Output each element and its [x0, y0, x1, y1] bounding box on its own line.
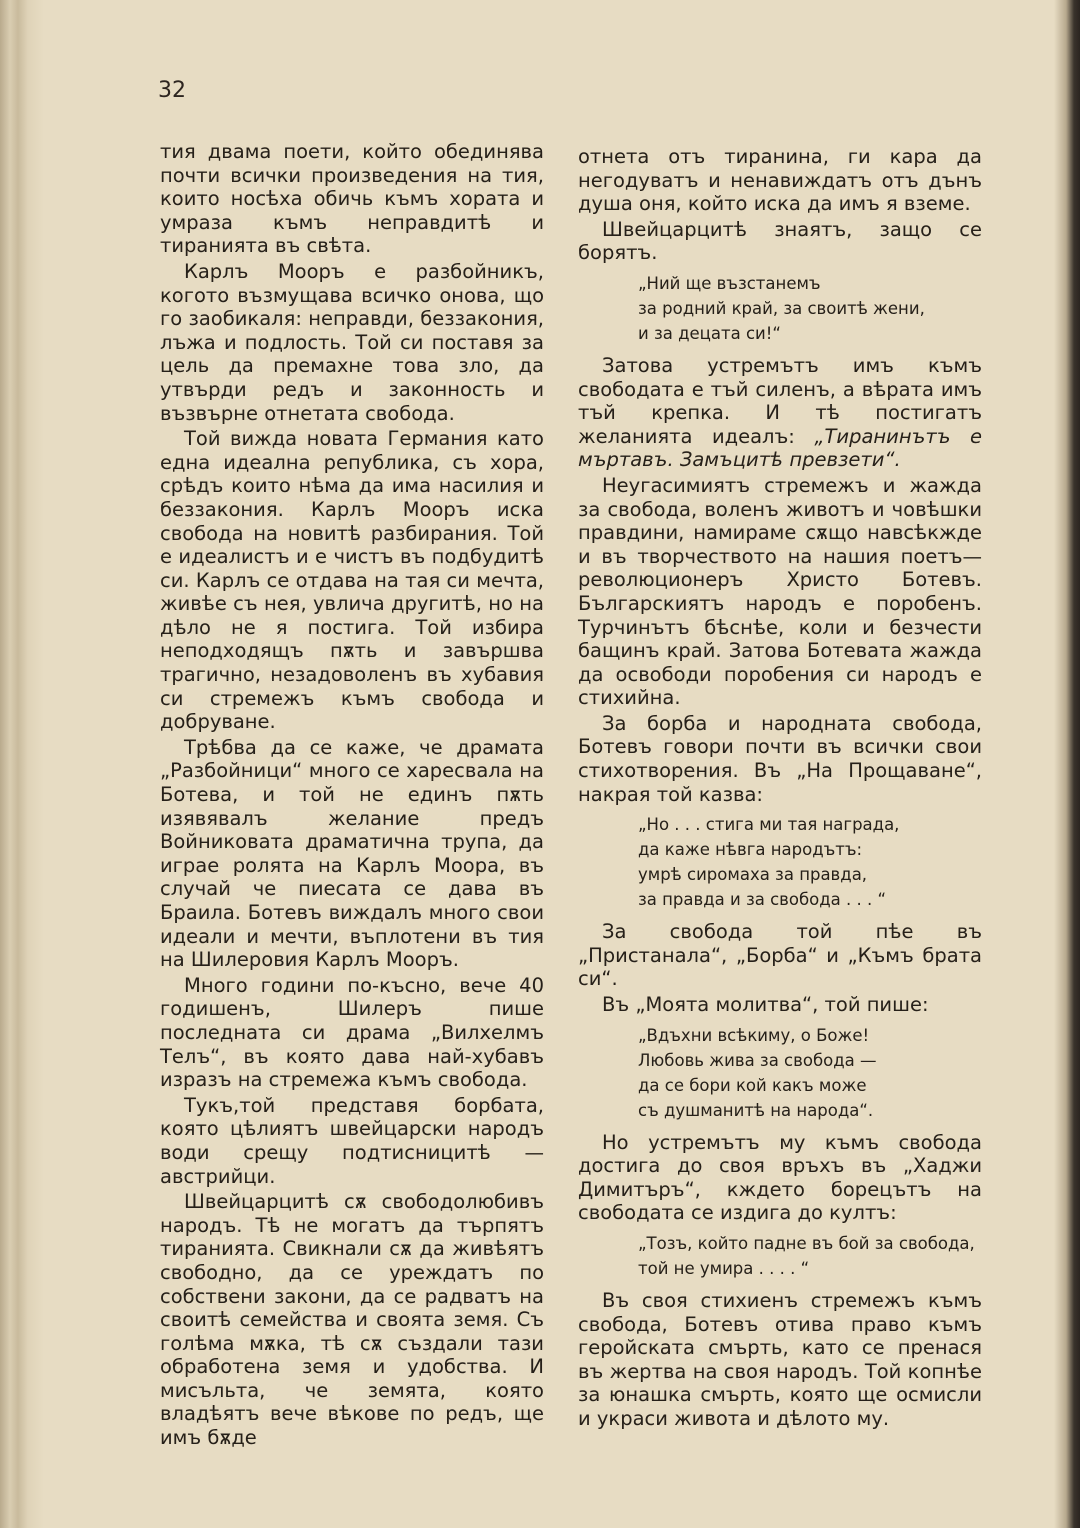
verse-line: умрѣ сиромаха за правда, [638, 865, 868, 885]
verse-quote [638, 1231, 982, 1281]
verse-line: съ душманитѣ на народа“. [638, 1100, 874, 1120]
verse-line: той не умира . . . . “ [638, 1259, 810, 1278]
paragraph: Карлъ Мооръ е разбойникъ, когото възмущава всичко онова, що го заобикаля: неправди, беззакония, лъжа и подлость. Той си поставя за цель да премахне това зло, да утвърди редъ и законность и възвърне отнетата свобода. [160, 259, 544, 425]
paragraph: Неугасимиятъ стремежъ и жажда за свобода, воленъ животъ и човѣшки правдини, намираме сѫщо навсѣкжде и въ творчеството на нашия поетъ—революционеръ Христо Ботевъ. Българскиятъ народъ е поробенъ. Турчинътъ бѣснѣе, коли и безчести бащинъ край. Затова Ботевата жажда да освободи поробения си народъ е стихийна. [578, 473, 982, 710]
paragraph: тия двама поети, който обединява почти всички произведения на тия, които носѣха обичь къмъ хората и умраза къмъ неправдитѣ и тиранията въ свѣта. [160, 140, 544, 258]
paragraph: Въ „Моята молитва“, той пише: [602, 993, 929, 1017]
paragraph: За свобода той пѣе въ „Пристанала“, „Борба“ и „Къмъ брата си“. [578, 920, 982, 991]
verse-quote [638, 1023, 982, 1123]
paragraph: отнета отъ тиранина, ги кара да негодуватъ и ненавиждатъ отъ дънъ душа оня, който иска да имъ я вземе. [578, 145, 982, 216]
verse-quote [638, 812, 982, 912]
paragraph: Швейцарцитѣ сѫ свободолюбивъ народъ. Тѣ не могатъ да търпятъ тиранията. Свикнали сѫ да живѣятъ свободно, да се уреждатъ по собствени закони, да се радватъ на своитѣ семейства и своята земя. Съ голѣма мѫка, тѣ сѫ създали тази обработена земя и удобства. И мисъльта, че земята, която владѣятъ вече вѣкове по редъ, ще имъ бѫде [160, 1190, 544, 1450]
paragraph: Но устремътъ му къмъ свобода достига до своя връхъ въ „Хаджи Димитъръ“, кждето борецътъ на свободата се издига до култъ: [578, 1130, 982, 1225]
verse-line: „Вдъхни всѣкиму, о Боже! [638, 1025, 870, 1045]
verse-line: за родний край, за своитѣ жени, [638, 298, 925, 318]
verse-line: „Но . . . стига ми тая награда, [638, 815, 900, 835]
verse-line: Любовь жива за свобода — [638, 1050, 877, 1070]
page-gutter-edge [1054, 0, 1080, 1528]
verse-line: да каже нѣвга народътъ: [638, 840, 863, 860]
verse-line: за правда и за свобода . . . “ [638, 890, 887, 910]
paragraph: Много години по-късно, вече 40 годишенъ, Шилеръ пише последната си драма „Вилхелмъ Телъ“, въ която дава най-хубавъ изразъ на стремежа къмъ свобода. [160, 973, 544, 1092]
paragraph: Трѣбва да се каже, че драмата „Разбойници“ много се харесвала на Ботева, и той не единъ пѫть изявявалъ желание предъ Войниковата драматична трупа, да играе ролята на Карлъ Моора, въ случай че пиесата се дава въ Браила. Ботевъ виждалъ много свои идеали и мечти, въплотени въ тия на Шилеровия Карлъ Мооръ. [160, 735, 544, 972]
page-number: 32 [158, 78, 186, 103]
verse-quote [638, 271, 982, 346]
verse-line: да се бори кой какъ може [638, 1075, 867, 1095]
left-column [160, 140, 544, 1452]
verse-line: и за децата си!“ [638, 323, 781, 343]
paragraph [578, 354, 982, 472]
page-stack-edge [0, 0, 44, 1528]
italic-quote: „Тиранинътъ е мъртавъ. Замъцитѣ превзети“. [578, 424, 983, 472]
paragraph: Той вижда новата Германия като една идеална република, съ хора, срѣдъ които нѣма да има насилия и беззакония. Карлъ Мооръ иска свобода на новитѣ разбирания. Той е идеалистъ и е чистъ въ подбудитѣ си. Карлъ се отдава на тая си мечта, живѣе съ нея, увлича другитѣ, но на дѣло не я постига. Той избира неподходящъ пѫть и завършва трагично, незадоволенъ въ хубавия си стремежъ къмъ свобода и добруване. [160, 427, 544, 734]
paragraph: Швейцарцитѣ знаятъ, защо се борятъ. [578, 217, 982, 265]
paragraph: Въ своя стихиенъ стремежъ къмъ свобода, Ботевъ отива право къмъ геройската смърть, като се пренася въ жертва на своя народъ. Той копнѣе за юнашка смърть, която ще осмисли и украси живота и дѣлото му. [578, 1289, 982, 1430]
paragraph-text: Затова устремътъ имъ къмъ свободата е тъй силенъ, а вѣрата имъ тъй крепка. И тѣ постигатъ желанията идеалъ: [578, 353, 982, 448]
paragraph: За борба и народната свобода, Ботевъ говори почти въ всички свои стихотворения. Въ „На Прощаване“, накрая той казва: [578, 711, 982, 806]
verse-line: „Тозъ, който падне въ бой за свобода, [638, 1234, 975, 1253]
paragraph: Тукъ,той представя борбата, която цѣлиятъ швейцарски народъ води срещу подтисницитѣ — австрийци. [160, 1093, 544, 1188]
verse-line: „Ний ще възстанемъ [638, 273, 821, 293]
right-column [578, 145, 982, 1433]
